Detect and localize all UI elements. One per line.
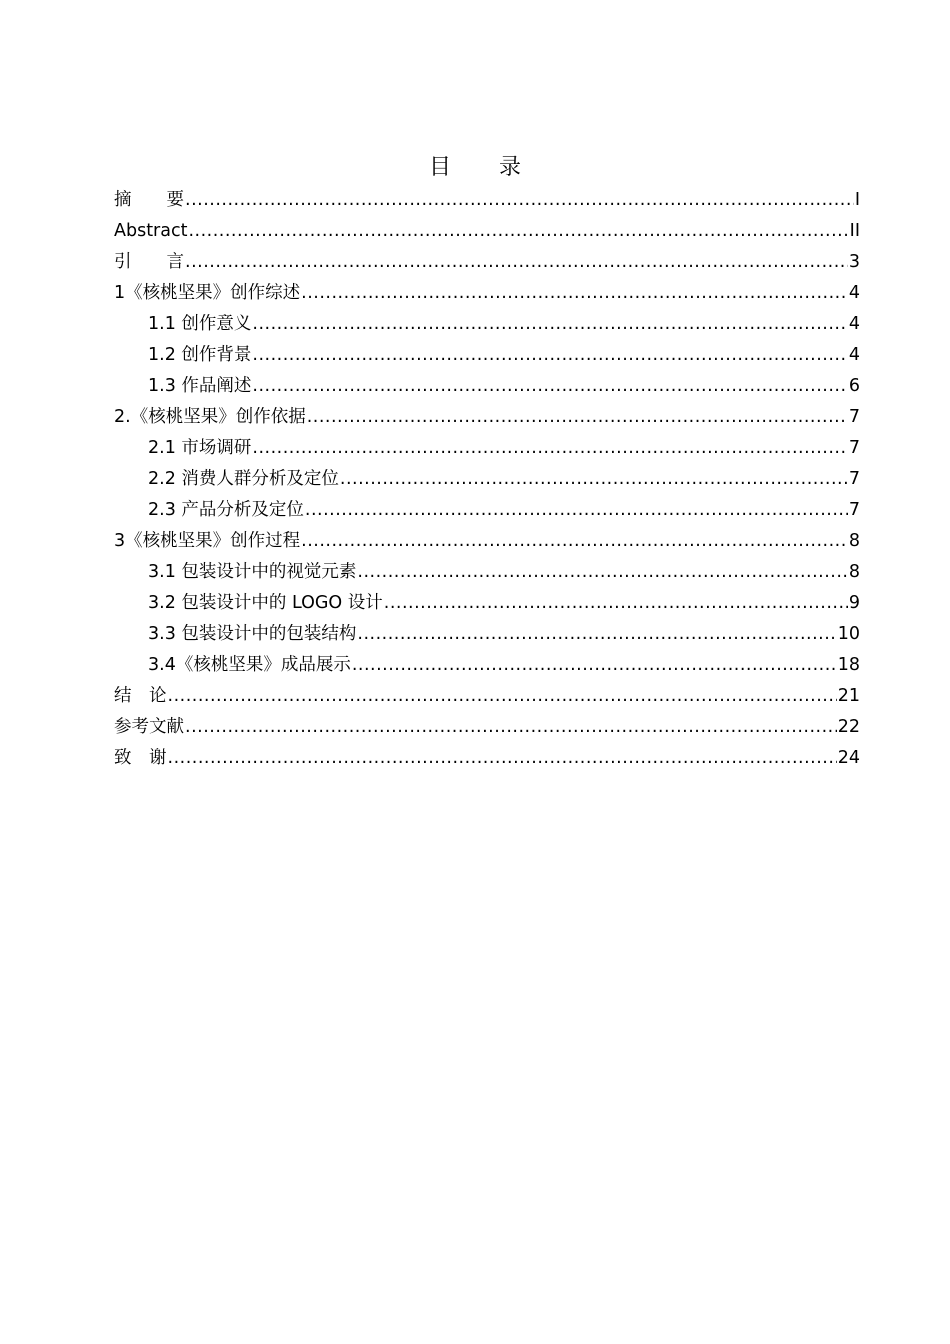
toc-entry-chapter-1[interactable] (114, 278, 860, 309)
toc-entry-label: 致 谢 (114, 748, 167, 768)
toc-leader (305, 495, 848, 526)
toc-leader (168, 681, 837, 712)
toc-entry-label: Abstract (114, 221, 188, 241)
toc-title-right: 录 (499, 155, 522, 180)
toc-entry-chapter-3[interactable] (114, 526, 860, 557)
toc-leader (252, 433, 847, 464)
toc-leader (185, 712, 837, 743)
toc-entry-1-1[interactable] (114, 309, 860, 340)
toc-entry-page: 22 (837, 717, 860, 737)
toc-entry-page: 3 (848, 252, 860, 272)
toc-entry-acknowledgements[interactable] (114, 743, 860, 774)
toc-list (114, 185, 860, 774)
toc-entry-page: 6 (848, 376, 860, 396)
toc-leader (188, 216, 848, 247)
toc-entry-label: 2.3 产品分析及定位 (148, 500, 304, 520)
toc-entry-label: 3.1 包装设计中的视觉元素 (148, 562, 357, 582)
toc-entry-page: I (854, 190, 860, 210)
toc-entry-label: 1.1 创作意义 (148, 314, 252, 334)
toc-entry-page: 7 (848, 438, 860, 458)
toc-entry-label: 3.4《核桃坚果》成品展示 (148, 655, 351, 675)
toc-entry-label: 3.3 包装设计中的包装结构 (148, 624, 357, 644)
toc-entry-page: 4 (848, 345, 860, 365)
toc-entry-page: 4 (848, 314, 860, 334)
toc-entry-page: 21 (837, 686, 860, 706)
toc-entry-3-2[interactable] (114, 588, 860, 619)
toc-entry-label: 2.2 消费人群分析及定位 (148, 469, 339, 489)
toc-entry-chapter-2[interactable] (114, 402, 860, 433)
toc-leader (252, 340, 847, 371)
toc-entry-page: 8 (848, 562, 860, 582)
toc-leader (252, 309, 847, 340)
toc-entry-label: 2.《核桃坚果》创作依据 (114, 407, 306, 427)
toc-entry-label: 1《核桃坚果》创作综述 (114, 283, 301, 303)
toc-leader (352, 650, 837, 681)
toc-leader (384, 588, 848, 619)
toc-entry-page: 7 (848, 407, 860, 427)
toc-entry-label: 3.2 包装设计中的 LOGO 设计 (148, 593, 383, 613)
toc-entry-page: 8 (848, 531, 860, 551)
toc-entry-abstract-en[interactable] (114, 216, 860, 247)
toc-entry-page: 10 (837, 624, 860, 644)
toc-entry-references[interactable] (114, 712, 860, 743)
toc-title (0, 152, 950, 184)
toc-leader (301, 278, 848, 309)
toc-entry-1-3[interactable] (114, 371, 860, 402)
toc-entry-page: II (849, 221, 860, 241)
toc-entry-label: 结 论 (114, 686, 167, 706)
toc-entry-label: 摘 要 (114, 190, 184, 210)
toc-leader (185, 185, 854, 216)
toc-entry-introduction[interactable] (114, 247, 860, 278)
toc-leader (168, 743, 837, 774)
toc-leader (252, 371, 847, 402)
toc-entry-page: 7 (848, 500, 860, 520)
toc-leader (307, 402, 848, 433)
toc-entry-label: 引 言 (114, 252, 184, 272)
toc-leader (340, 464, 848, 495)
toc-entry-3-4[interactable] (114, 650, 860, 681)
toc-entry-1-2[interactable] (114, 340, 860, 371)
toc-entry-2-2[interactable] (114, 464, 860, 495)
toc-entry-label: 3《核桃坚果》创作过程 (114, 531, 301, 551)
toc-entry-page: 9 (848, 593, 860, 613)
toc-entry-conclusion[interactable] (114, 681, 860, 712)
toc-entry-page: 24 (837, 748, 860, 768)
toc-leader (357, 619, 836, 650)
toc-title-left: 目 (428, 155, 451, 180)
toc-leader (185, 247, 848, 278)
toc-entry-label: 1.3 作品阐述 (148, 376, 252, 396)
toc-entry-abstract-cn[interactable] (114, 185, 860, 216)
toc-leader (301, 526, 848, 557)
toc-entry-2-1[interactable] (114, 433, 860, 464)
toc-entry-3-3[interactable] (114, 619, 860, 650)
toc-leader (357, 557, 847, 588)
toc-entry-label: 2.1 市场调研 (148, 438, 252, 458)
toc-entry-label: 参考文献 (114, 717, 184, 737)
toc-entry-label: 1.2 创作背景 (148, 345, 252, 365)
toc-entry-3-1[interactable] (114, 557, 860, 588)
toc-entry-page: 7 (848, 469, 860, 489)
toc-entry-page: 18 (837, 655, 860, 675)
toc-entry-2-3[interactable] (114, 495, 860, 526)
toc-entry-page: 4 (848, 283, 860, 303)
